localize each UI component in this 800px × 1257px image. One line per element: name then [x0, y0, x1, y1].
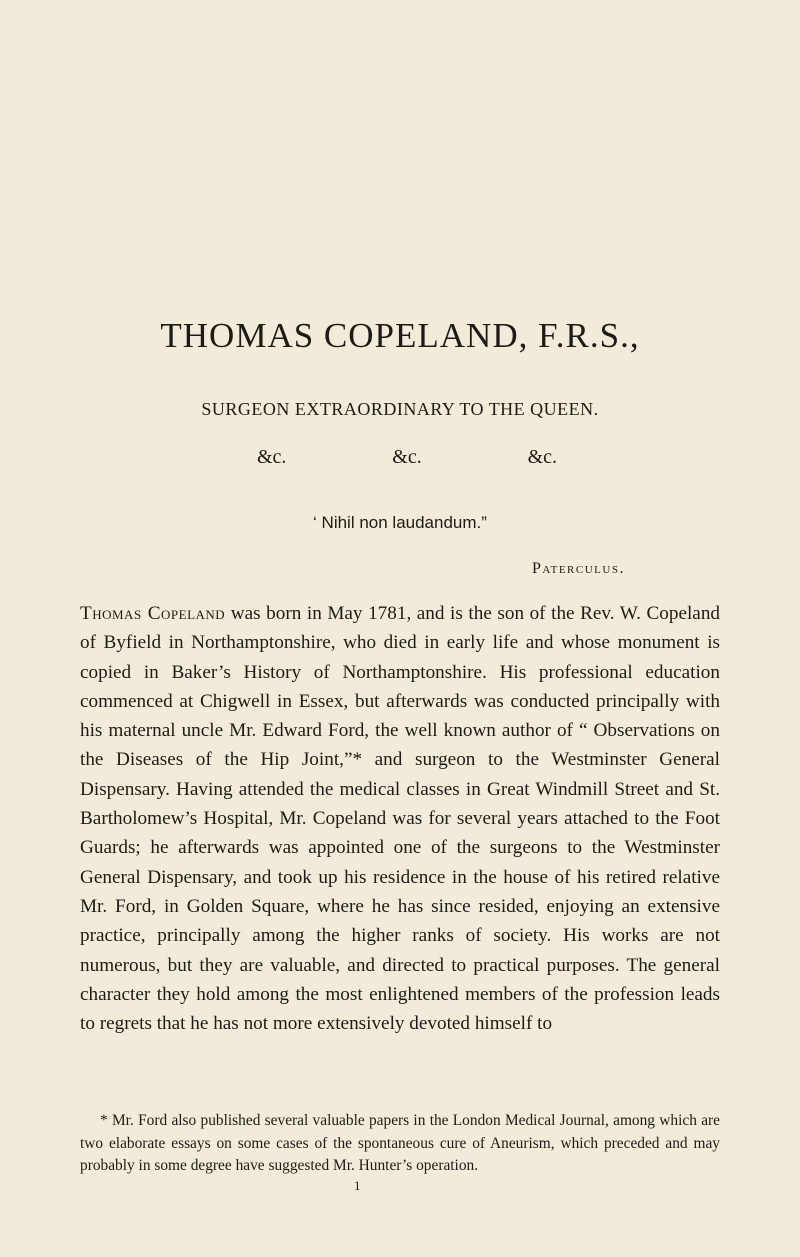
etc-mark: &c.: [392, 446, 422, 468]
page-subtitle: SURGEON EXTRAORDINARY TO THE QUEEN.: [201, 399, 599, 419]
body-text: was born in May 1781, and is the son of the Rev. W. Copeland of Byfield in Northamptonshire, who died in early life and whose monument is copied in Baker’s History of Northamptonshire. His professional education commenced at Chigwell in Essex, but afterwards was conducted principally with his maternal uncle Mr. Edward Ford, the well known author of “ Observations on the Diseases of the Hip Joint,”* and surgeon to the Westminster General Dispensary. Having attended the medical classes in Great Windmill Street and St. Bartholomew’s Hospital, Mr. Copeland was for several years attached to the Foot Guards; he afterwards was appointed one of the surgeons to the Westminster General Dispensary, and took up his residence in the house of his retired relative Mr. Ford, in Golden Square, where he has since resided, enjoying an extensive practice, principally among the higher ranks of society. His works are not numerous, but they are valuable, and directed to practical purposes. The general character they hold among the most enlightened members of the profession leads to regrets that he has not more extensively devoted himself to: [80, 603, 721, 1035]
footnote: * Mr. Ford also published several valuable papers in the London Medical Journal, among which are two elaborate essays on some cases of the spontaneous cure of Aneurism, which preceded and may probably in some degree have suggested Mr. Hunter’s operation.: [80, 1112, 720, 1174]
body-lead-name: Thomas Copeland: [80, 603, 226, 624]
page-title: THOMAS COPELAND, F.R.S.,: [160, 316, 640, 355]
etc-row: [257, 446, 557, 469]
epigraph: ‘ Nihil non laudandum.”: [313, 513, 487, 532]
etc-mark: &c.: [527, 446, 557, 468]
epigraph-attribution: Paterculus.: [532, 560, 625, 577]
etc-mark: &c.: [257, 446, 287, 468]
page-number: 1: [354, 1178, 361, 1193]
body-paragraph: [80, 599, 720, 1038]
